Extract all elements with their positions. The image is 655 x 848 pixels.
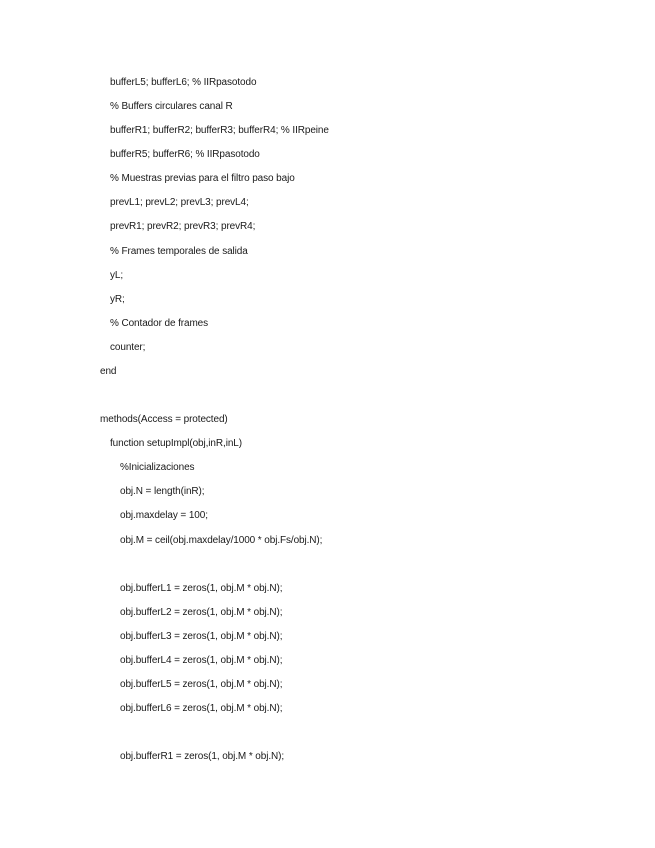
code-line: obj.N = length(inR); (120, 486, 205, 497)
code-line: obj.bufferR1 = zeros(1, obj.M * obj.N); (120, 751, 285, 762)
comment-line: % Buffers circulares canal R (110, 101, 233, 112)
code-line: obj.bufferL1 = zeros(1, obj.M * obj.N); (120, 583, 283, 594)
function-declaration: function setupImpl(obj,inR,inL) (110, 438, 242, 449)
code-line: obj.bufferL5 = zeros(1, obj.M * obj.N); (120, 679, 283, 690)
code-line: obj.maxdelay = 100; (120, 510, 208, 521)
code-line: obj.bufferL2 = zeros(1, obj.M * obj.N); (120, 607, 283, 618)
comment-line: % Frames temporales de salida (110, 246, 248, 257)
code-line: counter; (110, 342, 146, 353)
code-line: yL; (110, 270, 124, 281)
code-line: obj.M = ceil(obj.maxdelay/1000 * obj.Fs/obj.N); (120, 535, 323, 546)
code-line: bufferL5; bufferL6; % IIRpasotodo (110, 77, 257, 88)
code-line: obj.bufferL4 = zeros(1, obj.M * obj.N); (120, 655, 283, 666)
comment-line: % Muestras previas para el filtro paso bajo (110, 173, 295, 184)
code-line: obj.bufferL3 = zeros(1, obj.M * obj.N); (120, 631, 283, 642)
code-line: prevR1; prevR2; prevR3; prevR4; (110, 221, 256, 232)
keyword-end-line: end (100, 366, 117, 377)
code-line: bufferR5; bufferR6; % IIRpasotodo (110, 149, 260, 160)
code-line: obj.bufferL6 = zeros(1, obj.M * obj.N); (120, 703, 283, 714)
code-line: yR; (110, 294, 125, 305)
methods-block-header: methods(Access = protected) (100, 414, 228, 425)
code-line: bufferR1; bufferR2; bufferR3; bufferR4; % IIRpeine (110, 125, 329, 136)
comment-line: % Contador de frames (110, 318, 209, 329)
code-line: prevL1; prevL2; prevL3; prevL4; (110, 197, 249, 208)
comment-line: %Inicializaciones (120, 462, 195, 473)
